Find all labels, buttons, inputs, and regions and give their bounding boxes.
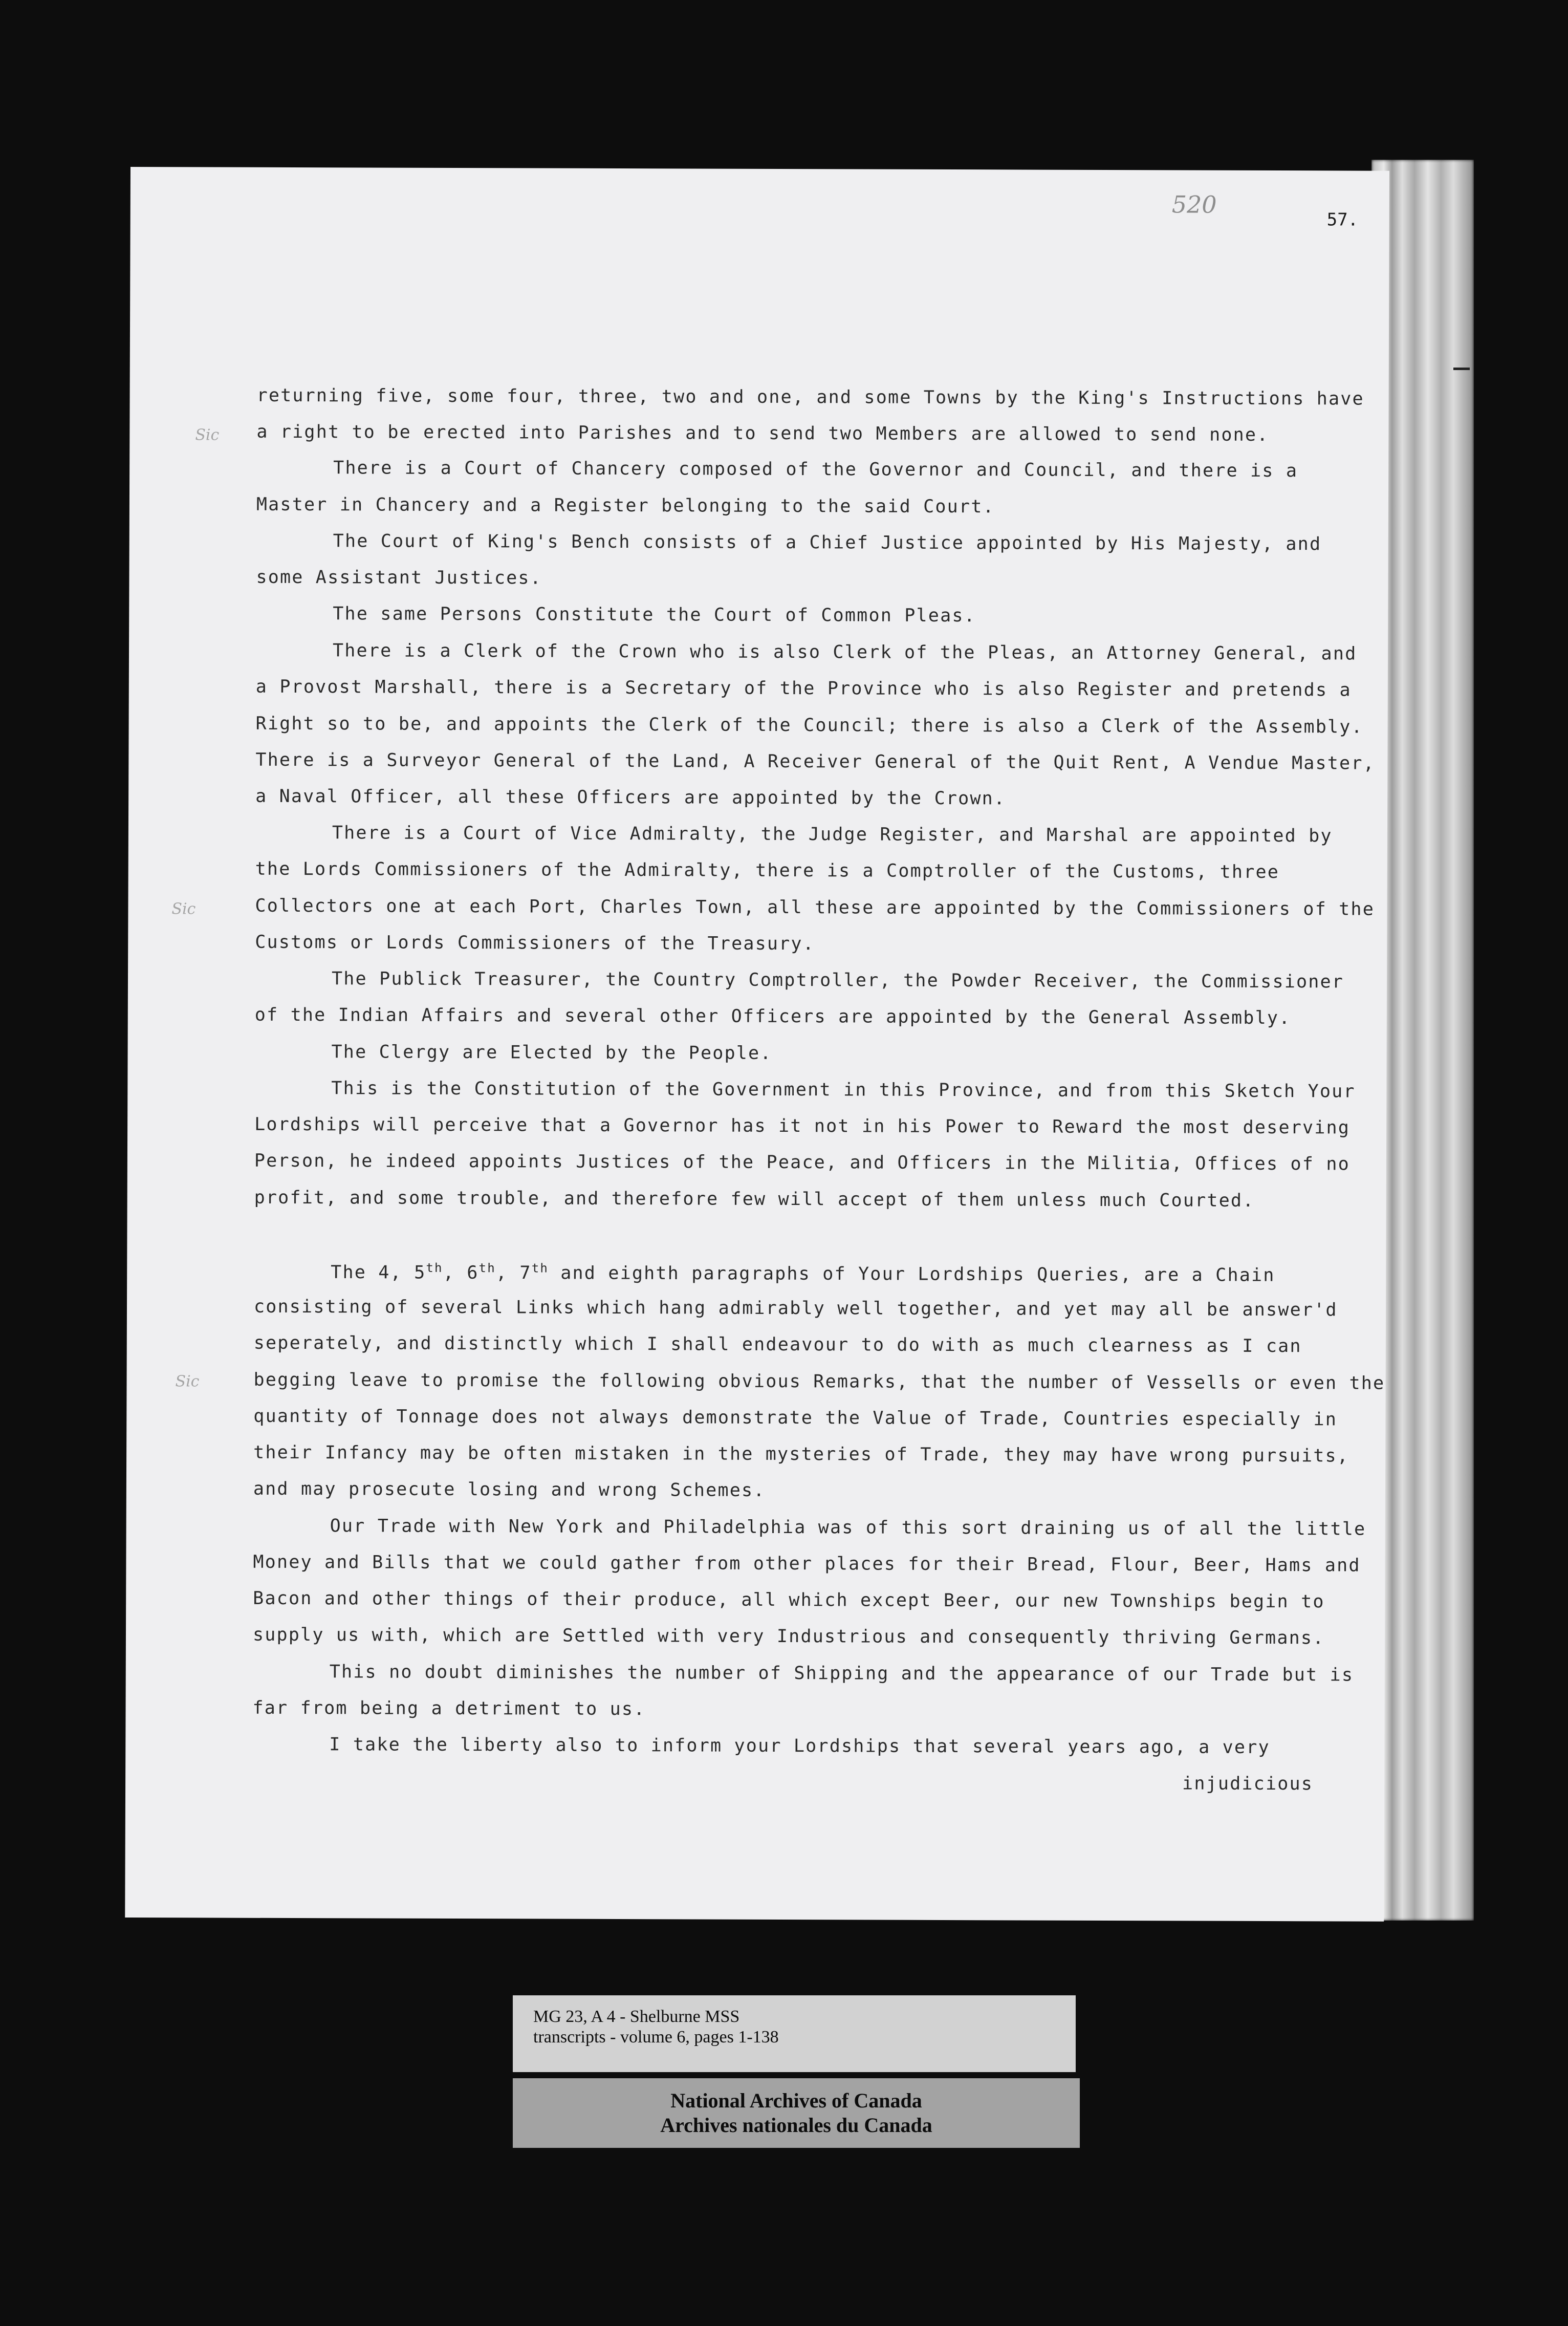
text-line: There is a Court of Chancery composed of the Governor and Council, and there is a — [333, 458, 1298, 482]
catchword: injudicious — [1182, 1773, 1314, 1795]
text-line: This is the Constitution of the Government in this Province, and from this Sketch Your — [331, 1078, 1356, 1102]
text-line: a right to be erected into Parishes and to send two Members are allowed to send none. — [256, 421, 1269, 445]
text-line: a Naval Officer, all these Officers are appointed by the Crown. — [255, 786, 1006, 809]
archives-name-french: Archives nationales du Canada — [660, 2114, 932, 2137]
text-line: of the Indian Affairs and several other Officers are appointed by the General Assembly. — [254, 1004, 1291, 1029]
text-line: supply us with, which are Settled with very Industrious and consequently thriving Germans. — [252, 1624, 1325, 1649]
archives-name-english: National Archives of Canada — [670, 2089, 922, 2112]
handwritten-folio-number: 520 — [1171, 190, 1217, 219]
text-line: This no doubt diminishes the number of Shipping and the appearance of our Trade but is — [329, 1662, 1354, 1686]
typed-body-text — [125, 167, 1389, 1922]
text-line: a Provost Marshall, there is a Secretary of the Province who is also Register and pretends a — [255, 676, 1352, 701]
collection-volume: transcripts - volume 6, pages 1-138 — [533, 2028, 779, 2047]
ordinal-suffix: th — [531, 1261, 549, 1276]
text-line: Our Trade with New York and Philadelphia was of this sort draining us of all the little — [330, 1516, 1366, 1540]
text-line: their Infancy may be often mistaken in the mysteries of Trade, they may have wrong pursuits, — [253, 1442, 1349, 1467]
text-line: There is a Surveyor General of the Land, A Receiver General of the Quit Rent, A Vendue Master, — [255, 749, 1375, 774]
text-line: far from being a detriment to us. — [252, 1697, 646, 1720]
text-line: I take the liberty also to inform your Lordships that several years ago, a very — [329, 1734, 1270, 1758]
text-line: some Assistant Justices. — [256, 567, 542, 589]
text-line: begging leave to promise the following obvious Remarks, that the number of Vessells or even the — [253, 1369, 1385, 1394]
archives-caption — [513, 2078, 1080, 2148]
text-line: Right so to be, and appoints the Clerk of the Council; there is also a Clerk of the Assembly. — [255, 713, 1363, 738]
collection-reference: MG 23, A 4 - Shelburne MSS — [533, 2007, 740, 2026]
text-line: Master in Chancery and a Register belonging to the said Court. — [256, 494, 995, 518]
text-fragment: The 4, 5 — [331, 1262, 426, 1283]
text-line: The Court of King's Bench consists of a Chief Justice appointed by His Majesty, and — [333, 531, 1322, 555]
text-line: The Publick Treasurer, the Country Comptroller, the Powder Receiver, the Commissioner — [331, 968, 1344, 993]
ordinal-suffix: th — [426, 1260, 443, 1275]
ordinal-suffix: th — [478, 1261, 496, 1276]
text-line: and may prosecute losing and wrong Schemes. — [253, 1478, 766, 1501]
text-line: The same Persons Constitute the Court of Common Pleas. — [333, 604, 976, 627]
text-line: Money and Bills that we could gather from other places for their Bread, Flour, Beer, Hams and — [253, 1552, 1361, 1576]
page-edge-marker — [1453, 368, 1470, 370]
text-fragment: , 6 — [443, 1262, 479, 1283]
text-fragment: , 7 — [495, 1262, 532, 1284]
text-line: Customs or Lords Commissioners of the Treasury. — [255, 932, 815, 955]
text-fragment: and eighth paragraphs of Your Lordships Queries, are a Chain — [548, 1263, 1275, 1286]
text-line: profit, and some trouble, and therefore few will accept of them unless much Courted. — [254, 1187, 1255, 1211]
collection-caption — [513, 1995, 1076, 2072]
text-line: Collectors one at each Port, Charles Town, all these are appointed by the Commissioners of the — [255, 895, 1375, 920]
margin-note-sic: Sic — [195, 426, 220, 444]
text-line: seperately, and distinctly which I shall endeavour to do with as much clearness as I can — [253, 1332, 1302, 1357]
text-line: Bacon and other things of their produce, all which except Beer, our new Townships begin to — [253, 1588, 1325, 1612]
text-line: There is a Clerk of the Crown who is also Clerk of the Pleas, an Attorney General, and — [332, 640, 1357, 664]
text-line: Person, he indeed appoints Justices of the Peace, and Officers in the Militia, Offices of no — [254, 1150, 1350, 1175]
page-number: 57. — [1326, 209, 1359, 230]
text-line: quantity of Tonnage does not always demonstrate the Value of Trade, Countries especially in — [253, 1406, 1338, 1430]
text-line: the Lords Commissioners of the Admiralty, there is a Comptroller of the Customs, three — [255, 858, 1280, 883]
margin-note-sic: Sic — [175, 1372, 200, 1391]
text-line: There is a Court of Vice Admiralty, the Judge Register, and Marshal are appointed by — [332, 823, 1333, 847]
text-line: returning five, some four, three, two and one, and some Towns by the King's Instructions have — [256, 385, 1364, 410]
text-line: consisting of several Links which hang admirably well together, and yet may all be answer'd — [253, 1296, 1338, 1321]
document-page — [125, 167, 1389, 1922]
text-line: Lordships will perceive that a Governor has it not in his Power to Reward the most deserving — [254, 1114, 1351, 1138]
text-line-ordinals — [331, 1260, 1275, 1285]
margin-note-sic: Sic — [171, 900, 196, 918]
text-line: The Clergy are Elected by the People. — [331, 1042, 772, 1064]
